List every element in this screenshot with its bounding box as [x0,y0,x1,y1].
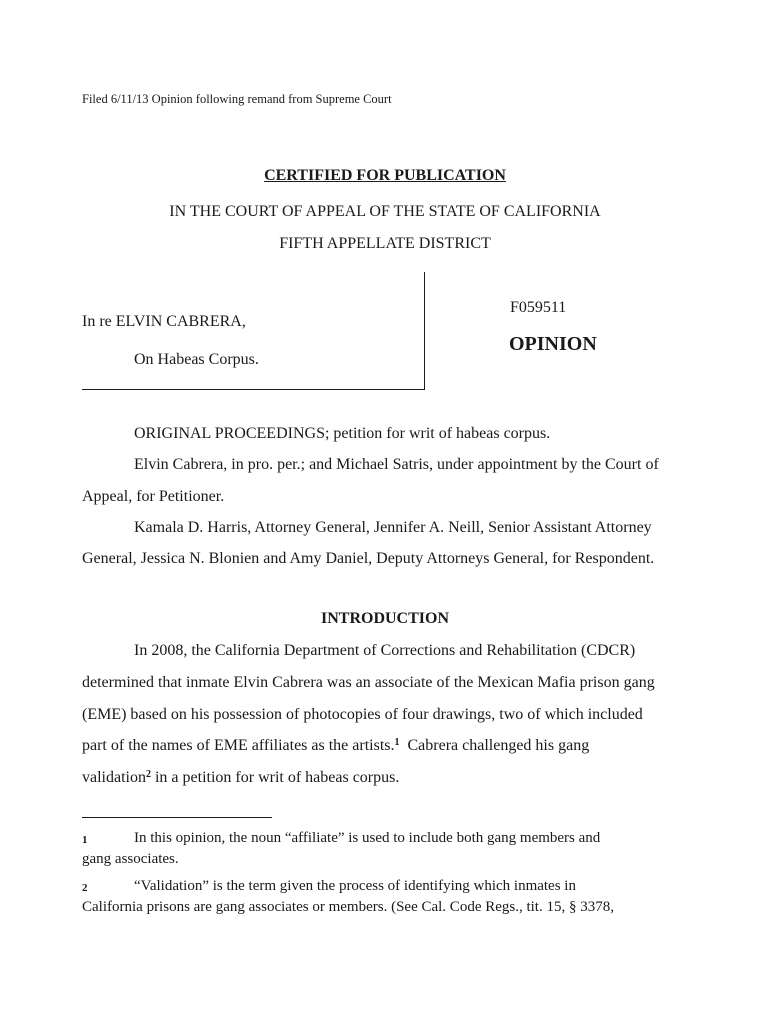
footnote-text: “Validation” is the term given the process of identifying which inmates in [134,878,576,894]
counsel-line: Elvin Cabrera, in pro. per.; and Michael Satris, under appointment by the Court of [134,456,659,473]
filed-note: Filed 6/11/13 Opinion following remand from Supreme Court [82,92,392,106]
footnote-text: California prisons are gang associates or members. (See Cal. Code Regs., tit. 15, § 3378, [82,899,614,915]
counsel-line: Appeal, for Petitioner. [82,488,225,505]
footnote-ref[interactable]: 1 [394,737,400,748]
introduction-heading: INTRODUCTION [320,610,449,627]
counsel-line: ORIGINAL PROCEEDINGS; petition for writ of habeas corpus. [134,425,551,442]
party-name: In re ELVIN CABRERA, [82,313,246,330]
body-text: Cabrera challenged his gang [399,737,590,754]
body-line: (EME) based on his possession of photocopies of four drawings, two of which included [82,706,643,723]
document-type: OPINION [509,333,597,355]
footnote-text: gang associates. [82,851,179,867]
case-number: F059511 [510,299,567,316]
certified-heading: CERTIFIED FOR PUBLICATION [264,167,506,184]
footnote-rule [82,817,272,818]
body-text: in a petition for writ of habeas corpus. [150,769,400,786]
footnote-number: 2 [82,882,88,894]
body-text: part of the names of EME affiliates as the artists. [82,737,395,754]
caption-horizontal-rule [82,389,425,390]
counsel-line: General, Jessica N. Blonien and Amy Daniel, Deputy Attorneys General, for Respondent. [82,550,655,567]
footnote [82,831,88,848]
body-line: In 2008, the California Department of Corrections and Rehabilitation (CDCR) [134,642,636,659]
court-name: IN THE COURT OF APPEAL OF THE STATE OF CALIFORNIA [169,203,601,220]
footnote-number: 1 [82,834,88,846]
footnote [82,879,88,896]
body-line [82,737,589,755]
footnote-ref[interactable]: 2 [145,769,151,780]
body-text: validation [82,769,146,786]
caption-vertical-rule [424,272,425,389]
footnote-text: In this opinion, the noun “affiliate” is used to include both gang members and [134,830,601,846]
body-line [82,769,399,787]
proceeding-type: On Habeas Corpus. [134,351,259,368]
counsel-line: Kamala D. Harris, Attorney General, Jennifer A. Neill, Senior Assistant Attorney [134,519,652,536]
body-line: determined that inmate Elvin Cabrera was an associate of the Mexican Mafia prison gang [82,674,655,691]
district-name: FIFTH APPELLATE DISTRICT [279,235,491,252]
